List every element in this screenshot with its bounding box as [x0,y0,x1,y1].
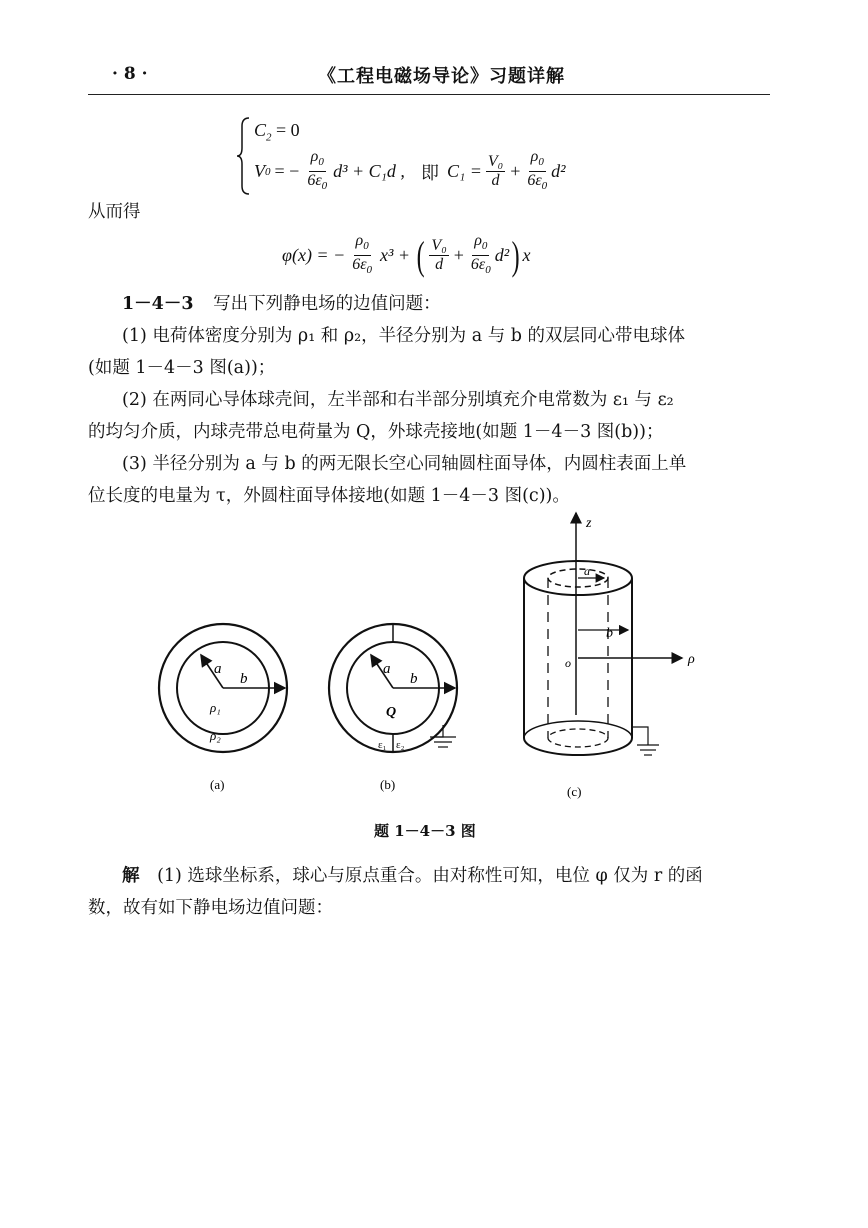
plus-sign: + [510,161,521,182]
ji-word: 即 [420,162,439,183]
solution-line2: 数，故有如下静电场边值问题： [88,898,333,918]
phi-rho0-num-2: ρ [474,232,482,249]
fraction-v0-d [486,153,505,190]
fig-c-label-z: z [586,516,592,531]
from-which-text: 从而得 [88,202,141,222]
v0-symbol: V [254,161,265,182]
phi-d2: d² [494,245,510,266]
fraction-rho0-6eps0: $\frac{\rho_0}{6\varepsilon_0}$ [307,148,328,193]
header-rule [88,94,770,95]
item3-line1: (3) 半径分别为 a 与 b 的两无限长空心同轴圆柱面导体，内圆柱表面上单 [122,454,687,474]
fig-c-ground-wire [632,727,648,745]
phi-fraction-v0-d [429,237,448,274]
fig-b-label-eps1: ε₁ [378,739,387,751]
fig-b-label-eps2: ε₂ [396,739,405,751]
phi-fraction-rho0-6eps0-2: $\frac{\rho_0}{6\varepsilon_0}$ [470,232,491,277]
equation-system [236,112,656,198]
fig-c-label-b: b [606,626,613,641]
phi-d-den: d [435,256,444,274]
v0-equals-minus: = − [274,161,300,182]
phi-six-eps0-den: 6ε [352,256,367,274]
solution-line1 [122,860,703,893]
fig-c-label-a: a [584,564,590,578]
phi-lhs: φ(x) = − [282,245,346,266]
figure-a [159,624,287,792]
fig-b-caption: (b) [380,777,396,792]
equation-v0: V 0 = − $\frac{\rho_0}{6\varepsilon_0}$ d³ + C₁d , 即 C₁ = $\frac{\text{V₀}}{d}$ + $\frac{\rho_0}{6\varepsilon_0}$ d² [254,148,566,195]
figure-b [329,624,457,792]
equation-c2: $C_2 = 0$ [254,120,300,144]
equation-phi [282,232,530,279]
fig-a-label-b: b [240,671,248,687]
fig-a-caption: (a) [210,777,225,792]
fraction-rho0-6eps0-2: $\frac{\rho_0}{6\varepsilon_0}$ [527,148,548,193]
running-title: 《工程电磁场导论》习题详解 [318,66,565,87]
c2-value: = 0 [276,120,300,140]
rho0-num-2: ρ [530,148,539,165]
d3-c1d: d³ + C₁d , [333,161,405,182]
rho0-num: ρ [310,148,319,165]
left-paren: ( [416,232,425,278]
right-paren: ) [511,232,520,278]
fig-b-label-a: a [383,661,391,677]
phi-v0-num: V₀ [431,237,447,255]
fig-a-label-a: a [214,661,222,677]
fig-b-label-b: b [410,671,418,687]
six-eps0-den-2: 6ε [527,172,542,190]
fig-a-label-rho1: ρ₁ [210,700,221,715]
item1-line2: (如题 1－4－3 图(a))； [88,358,276,378]
fig-a-label-rho2: ρ₂ [210,728,221,743]
phi-fraction-rho0-6eps0: $\frac{\rho_0}{6\varepsilon_0}$ [352,232,373,277]
left-brace [236,116,252,196]
v0-num: V₀ [487,153,504,171]
item3-line2: 位长度的电量为 τ，外圆柱面导体接地(如题 1－4－3 图(c))。 [88,486,570,506]
d-den: d [491,172,500,190]
fig-c-outer-bottom-back [524,721,632,738]
problem-intro: 写出下列静电场的边值问题： [213,294,441,314]
c1-lhs: C₁ = [446,161,482,182]
phi-x-tail: x [522,245,531,266]
d2-term: d² [551,161,566,182]
x3-plus: x³ + [380,245,411,266]
fig-c-inner-bottom [548,729,608,747]
fig-b-label-q: Q [386,705,397,720]
item2-line2: 的均匀介质，内球壳带总电荷量为 Q，外球壳接地(如题 1－4－3 图(b))； [88,422,664,442]
figure-caption: 题 1－4－3 图 [374,822,476,840]
phi-plus: + [453,245,464,266]
fig-c-ground-icon [637,745,659,755]
page-number: · 8 · [112,64,148,84]
solution-label: 解 [122,866,140,886]
figure-1-4-3 [140,505,720,810]
figure-c [524,513,695,799]
fig-c-label-origin: o [565,656,571,670]
c2-symbol: C [254,120,267,140]
fig-c-caption: (c) [567,784,582,799]
phi-six-eps0-den-2: 6ε [470,256,486,274]
problem-number: 1－4－3 [122,294,194,314]
item1-line1: (1) 电荷体密度分别为 ρ₁ 和 ρ₂，半径分别为 a 与 b 的双层同心带电球体 [122,326,686,346]
problem-heading [122,288,441,321]
phi-rho0-num: ρ [355,232,364,249]
solution-text-1: (1) 选球坐标系，球心与原点重合。由对称性可知，电位 φ 仅为 r 的函 [157,866,703,886]
fig-c-label-rho: ρ [688,652,695,667]
item2-line1: (2) 在两同心导体球壳间，左半部和右半部分别填充介电常数为 ε₁ 与 ε₂ [122,390,674,410]
six-eps0-den: 6ε [307,172,322,190]
